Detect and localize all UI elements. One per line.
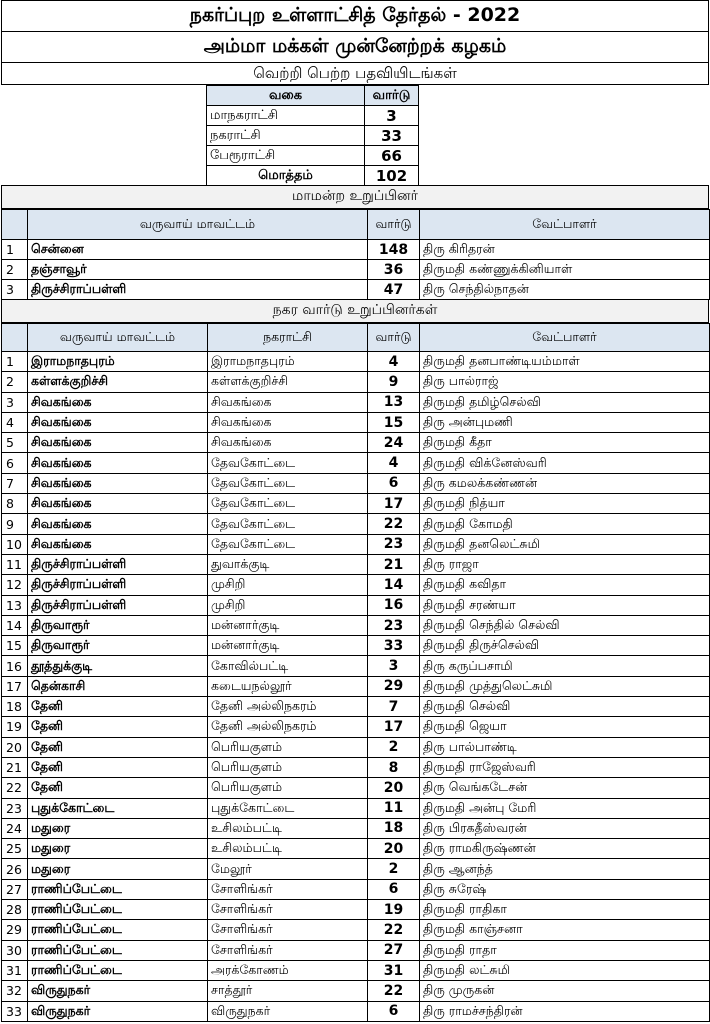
row-number: 5: [2, 433, 28, 453]
candidate-cell: திருமதி அன்பு மேரி: [420, 798, 710, 818]
municipal-col-candidate: வேட்பாளர்: [420, 210, 710, 240]
row-number: 24: [2, 818, 28, 838]
candidate-cell: திருமதி ராதிகா: [420, 900, 710, 920]
row-number: 7: [2, 473, 28, 493]
candidate-cell: திருமதி காஞ்சனா: [420, 920, 710, 940]
table-row: [2, 960, 710, 980]
ward-cell: 4: [368, 453, 420, 473]
summary-count: 3: [365, 106, 419, 126]
district-cell: தூத்துக்குடி: [28, 656, 208, 676]
summary-col-ward: வார்டு: [365, 86, 419, 106]
table-row: [2, 514, 710, 534]
summary-count: 33: [365, 126, 419, 146]
ward-col-municipality: நகராட்சி: [208, 324, 368, 352]
municipality-cell: தேவகோட்டை: [208, 494, 368, 514]
table-row: [2, 240, 710, 260]
ward-cell: 20: [368, 778, 420, 798]
candidate-cell: திருமதி ராஜேஸ்வரி: [420, 757, 710, 777]
row-number: 25: [2, 839, 28, 859]
ward-cell: 4: [368, 352, 420, 372]
candidate-cell: திருமதி கீதா: [420, 433, 710, 453]
ward-col-candidate: வேட்பாளர்: [420, 324, 710, 352]
ward-cell: 24: [368, 433, 420, 453]
ward-cell: 22: [368, 981, 420, 1001]
row-number: 20: [2, 737, 28, 757]
municipal-section-title: மாமன்ற உறுப்பினர்: [1, 185, 709, 209]
district-cell: தேனி: [28, 737, 208, 757]
table-row: [2, 595, 710, 615]
municipality-cell: தேவகோட்டை: [208, 514, 368, 534]
municipality-cell: மேலூர்: [208, 859, 368, 879]
municipality-cell: புதுக்கோட்டை: [208, 798, 368, 818]
table-row: [2, 697, 710, 717]
row-number: 28: [2, 900, 28, 920]
district-cell: ராணிப்பேட்டை: [28, 879, 208, 899]
row-number: 12: [2, 575, 28, 595]
table-row: [2, 839, 710, 859]
row-number: 3: [2, 392, 28, 412]
row-number: 32: [2, 981, 28, 1001]
row-number: 15: [2, 636, 28, 656]
row-number: 4: [2, 412, 28, 432]
municipality-cell: சிவகங்கை: [208, 433, 368, 453]
row-number: 1: [2, 240, 28, 260]
district-cell: கள்ளக்குறிச்சி: [28, 372, 208, 392]
district-cell: இராமநாதபுரம்: [28, 352, 208, 372]
row-number: 22: [2, 778, 28, 798]
row-number: 21: [2, 757, 28, 777]
district-cell: புதுக்கோட்டை: [28, 798, 208, 818]
ward-header-row: [2, 324, 710, 352]
candidate-cell: திருமதி செந்தில் செல்வி: [420, 615, 710, 635]
ward-cell: 6: [368, 1001, 420, 1021]
summary-total-row: [207, 166, 419, 186]
district-cell: சென்னை: [28, 240, 368, 260]
municipality-cell: முசிறி: [208, 575, 368, 595]
municipality-cell: பெரியகுளம்: [208, 778, 368, 798]
municipality-cell: தேவகோட்டை: [208, 473, 368, 493]
ward-col-no: [2, 324, 28, 352]
district-cell: திருச்சிராப்பள்ளி: [28, 575, 208, 595]
municipal-header-row: [2, 210, 710, 240]
ward-cell: 148: [368, 240, 420, 260]
candidate-cell: திருமதி கோமதி: [420, 514, 710, 534]
district-cell: ராணிப்பேட்டை: [28, 920, 208, 940]
ward-col-ward: வார்டு: [368, 324, 420, 352]
table-row: [2, 717, 710, 737]
district-cell: தேனி: [28, 757, 208, 777]
ward-cell: 20: [368, 839, 420, 859]
district-cell: சிவகங்கை: [28, 433, 208, 453]
district-cell: விருதுநகர்: [28, 981, 208, 1001]
summary-header-row: [207, 86, 419, 106]
district-cell: சிவகங்கை: [28, 453, 208, 473]
row-number: 19: [2, 717, 28, 737]
table-row: [2, 920, 710, 940]
district-cell: திருச்சிராப்பள்ளி: [28, 280, 368, 300]
summary-type: மாநகராட்சி: [207, 106, 365, 126]
table-row: [2, 818, 710, 838]
candidate-cell: திரு முருகன்: [420, 981, 710, 1001]
municipality-cell: உசிலம்பட்டி: [208, 818, 368, 838]
ward-cell: 47: [368, 280, 420, 300]
table-row: [2, 636, 710, 656]
row-number: 1: [2, 352, 28, 372]
municipality-cell: சோளிங்கர்: [208, 920, 368, 940]
row-number: 23: [2, 798, 28, 818]
row-number: 17: [2, 676, 28, 696]
table-row: [2, 554, 710, 574]
row-number: 11: [2, 554, 28, 574]
summary-total-value: 102: [365, 166, 419, 186]
row-number: 8: [2, 494, 28, 514]
ward-cell: 27: [368, 940, 420, 960]
district-cell: சிவகங்கை: [28, 514, 208, 534]
summary-type: பேரூராட்சி: [207, 146, 365, 166]
summary-col-type: வகை: [207, 86, 365, 106]
ward-cell: 8: [368, 757, 420, 777]
row-number: 18: [2, 697, 28, 717]
table-row: [2, 494, 710, 514]
row-number: 3: [2, 280, 28, 300]
row-number: 6: [2, 453, 28, 473]
municipal-table: [1, 209, 710, 300]
ward-cell: 23: [368, 615, 420, 635]
candidate-cell: திரு பால்ராஜ்: [420, 372, 710, 392]
candidate-cell: திரு கருப்பசாமி: [420, 656, 710, 676]
candidate-cell: திருமதி விக்னேஸ்வரி: [420, 453, 710, 473]
candidate-cell: திருமதி தமிழ்செல்வி: [420, 392, 710, 412]
table-row: [2, 260, 710, 280]
candidate-cell: திரு பால்பாண்டி: [420, 737, 710, 757]
row-number: 9: [2, 514, 28, 534]
table-row: [2, 981, 710, 1001]
row-number: 13: [2, 595, 28, 615]
ward-section-title: நகர வார்டு உறுப்பினர்கள்: [1, 299, 709, 323]
candidate-cell: திரு பிரகதீஸ்வரன்: [420, 818, 710, 838]
ward-cell: 6: [368, 879, 420, 899]
table-row: [2, 676, 710, 696]
table-row: [2, 656, 710, 676]
district-cell: தேனி: [28, 778, 208, 798]
district-cell: மதுரை: [28, 839, 208, 859]
table-row: [2, 900, 710, 920]
ward-cell: 33: [368, 636, 420, 656]
municipality-cell: தேனி அல்லிநகரம்: [208, 717, 368, 737]
summary-table: [206, 85, 419, 186]
ward-cell: 13: [368, 392, 420, 412]
district-cell: சிவகங்கை: [28, 412, 208, 432]
municipality-cell: அரக்கோணம்: [208, 960, 368, 980]
district-cell: திருவாரூர்: [28, 636, 208, 656]
candidate-cell: திருமதி தனபாண்டியம்மாள்: [420, 352, 710, 372]
table-row: [2, 859, 710, 879]
summary-body: [207, 106, 419, 166]
summary-type: நகராட்சி: [207, 126, 365, 146]
table-row: [2, 757, 710, 777]
municipality-cell: கடையநல்லூர்: [208, 676, 368, 696]
ward-cell: 21: [368, 554, 420, 574]
row-number: 10: [2, 534, 28, 554]
table-row: [2, 778, 710, 798]
summary-row: [207, 126, 419, 146]
municipality-cell: இராமநாதபுரம்: [208, 352, 368, 372]
municipality-cell: துவாக்குடி: [208, 554, 368, 574]
candidate-cell: திரு கமலக்கண்ணன்: [420, 473, 710, 493]
municipality-cell: மன்னார்குடி: [208, 636, 368, 656]
candidate-cell: திருமதி தனலெட்சுமி: [420, 534, 710, 554]
candidate-cell: திருமதி திருச்செல்வி: [420, 636, 710, 656]
ward-cell: 31: [368, 960, 420, 980]
ward-cell: 14: [368, 575, 420, 595]
row-number: 26: [2, 859, 28, 879]
row-number: 2: [2, 260, 28, 280]
ward-col-district: வருவாய் மாவட்டம்: [28, 324, 208, 352]
table-row: [2, 879, 710, 899]
municipal-col-ward: வார்டு: [368, 210, 420, 240]
ward-cell: 19: [368, 900, 420, 920]
ward-cell: 3: [368, 656, 420, 676]
ward-cell: 22: [368, 920, 420, 940]
district-cell: தென்காசி: [28, 676, 208, 696]
district-cell: சிவகங்கை: [28, 494, 208, 514]
municipality-cell: தேவகோட்டை: [208, 453, 368, 473]
district-cell: திருச்சிராப்பள்ளி: [28, 595, 208, 615]
candidate-cell: திருமதி முத்துலெட்சுமி: [420, 676, 710, 696]
district-cell: சிவகங்கை: [28, 534, 208, 554]
district-cell: விருதுநகர்: [28, 1001, 208, 1021]
table-row: [2, 352, 710, 372]
municipality-cell: முசிறி: [208, 595, 368, 615]
table-row: [2, 940, 710, 960]
summary-total-label: மொத்தம்: [207, 166, 365, 186]
district-cell: திருச்சிராப்பள்ளி: [28, 554, 208, 574]
table-row: [2, 575, 710, 595]
ward-cell: 23: [368, 534, 420, 554]
candidate-cell: திருமதி நித்யா: [420, 494, 710, 514]
district-cell: தேனி: [28, 697, 208, 717]
district-cell: சிவகங்கை: [28, 392, 208, 412]
district-cell: தஞ்சாவூர்: [28, 260, 368, 280]
ward-cell: 17: [368, 717, 420, 737]
district-cell: ராணிப்பேட்டை: [28, 900, 208, 920]
municipality-cell: சோளிங்கர்: [208, 879, 368, 899]
candidate-cell: திரு வெங்கடேசன்: [420, 778, 710, 798]
ward-cell: 16: [368, 595, 420, 615]
ward-cell: 2: [368, 737, 420, 757]
row-number: 16: [2, 656, 28, 676]
ward-cell: 6: [368, 473, 420, 493]
candidate-cell: திருமதி கண்ணுக்கினியாள்: [420, 260, 710, 280]
municipality-cell: சோளிங்கர்: [208, 900, 368, 920]
row-number: 27: [2, 879, 28, 899]
candidate-cell: திருமதி சரண்யா: [420, 595, 710, 615]
municipality-cell: தேவகோட்டை: [208, 534, 368, 554]
municipal-col-no: [2, 210, 28, 240]
candidate-cell: திருமதி செல்வி: [420, 697, 710, 717]
candidate-cell: திரு சுரேஷ்: [420, 879, 710, 899]
municipality-cell: பெரியகுளம்: [208, 757, 368, 777]
municipal-col-district: வருவாய் மாவட்டம்: [28, 210, 368, 240]
row-number: 29: [2, 920, 28, 940]
ward-cell: 18: [368, 818, 420, 838]
table-row: [2, 372, 710, 392]
district-cell: மதுரை: [28, 818, 208, 838]
row-number: 30: [2, 940, 28, 960]
summary-row: [207, 146, 419, 166]
ward-cell: 2: [368, 859, 420, 879]
section-subtitle: வெற்றி பெற்ற பதவியிடங்கள்: [1, 62, 709, 85]
district-cell: ராணிப்பேட்டை: [28, 960, 208, 980]
table-row: [2, 412, 710, 432]
municipality-cell: கள்ளக்குறிச்சி: [208, 372, 368, 392]
municipality-cell: சிவகங்கை: [208, 412, 368, 432]
municipality-cell: பெரியகுளம்: [208, 737, 368, 757]
ward-cell: 36: [368, 260, 420, 280]
ward-cell: 17: [368, 494, 420, 514]
candidate-cell: திருமதி கவிதா: [420, 575, 710, 595]
candidate-cell: திரு செந்தில்நாதன்: [420, 280, 710, 300]
district-cell: சிவகங்கை: [28, 473, 208, 493]
table-row: [2, 798, 710, 818]
party-name: அம்மா மக்கள் முன்னேற்றக் கழகம்: [1, 31, 709, 63]
row-number: 31: [2, 960, 28, 980]
ward-cell: 15: [368, 412, 420, 432]
candidate-cell: திரு ராஜா: [420, 554, 710, 574]
municipality-cell: சிவகங்கை: [208, 392, 368, 412]
table-row: [2, 473, 710, 493]
district-cell: தேனி: [28, 717, 208, 737]
municipality-cell: சாத்தூர்: [208, 981, 368, 1001]
candidate-cell: திரு கிரிதரன்: [420, 240, 710, 260]
table-row: [2, 392, 710, 412]
candidate-cell: திரு அன்புமணி: [420, 412, 710, 432]
table-row: [2, 737, 710, 757]
ward-cell: 29: [368, 676, 420, 696]
summary-row: [207, 106, 419, 126]
table-row: [2, 615, 710, 635]
district-cell: திருவாரூர்: [28, 615, 208, 635]
table-row: [2, 1001, 710, 1021]
municipal-body: [2, 240, 710, 300]
ward-members-table: [1, 323, 710, 1022]
ward-body: [2, 352, 710, 1022]
district-cell: ராணிப்பேட்டை: [28, 940, 208, 960]
candidate-cell: திரு ராமச்சந்திரன்: [420, 1001, 710, 1021]
row-number: 33: [2, 1001, 28, 1021]
candidate-cell: திரு ஆனந்த்: [420, 859, 710, 879]
summary-count: 66: [365, 146, 419, 166]
municipality-cell: கோவில்பட்டி: [208, 656, 368, 676]
table-row: [2, 534, 710, 554]
row-number: 2: [2, 372, 28, 392]
ward-cell: 7: [368, 697, 420, 717]
table-row: [2, 433, 710, 453]
candidate-cell: திருமதி லட்சுமி: [420, 960, 710, 980]
candidate-cell: திரு ராமகிருஷ்ணன்: [420, 839, 710, 859]
municipality-cell: உசிலம்பட்டி: [208, 839, 368, 859]
municipality-cell: மன்னார்குடி: [208, 615, 368, 635]
candidate-cell: திருமதி ஜெயா: [420, 717, 710, 737]
municipality-cell: தேனி அல்லிநகரம்: [208, 697, 368, 717]
page-title: நகர்ப்புற உள்ளாட்சித் தேர்தல் - 2022: [1, 0, 709, 32]
ward-cell: 11: [368, 798, 420, 818]
municipality-cell: சோளிங்கர்: [208, 940, 368, 960]
table-row: [2, 280, 710, 300]
table-row: [2, 453, 710, 473]
row-number: 14: [2, 615, 28, 635]
municipality-cell: விருதுநகர்: [208, 1001, 368, 1021]
ward-cell: 22: [368, 514, 420, 534]
candidate-cell: திருமதி ராதா: [420, 940, 710, 960]
district-cell: மதுரை: [28, 859, 208, 879]
ward-cell: 9: [368, 372, 420, 392]
